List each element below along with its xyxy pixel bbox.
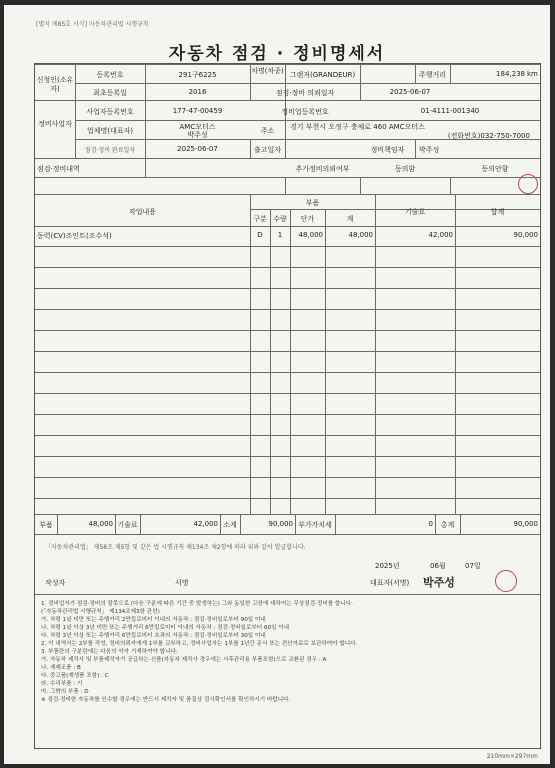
year-label: 최초등록일	[93, 89, 127, 97]
note-line: 다. 중고품(재생품 포함) : C	[41, 673, 109, 679]
shop-name-value: AMC모터스	[179, 123, 216, 131]
grand-total-label: 총계	[440, 521, 455, 529]
mileage-value: 184,238	[496, 70, 525, 78]
model-label: 차명(차종)	[251, 67, 284, 75]
col-labor-header: 기술료	[404, 208, 426, 216]
seal-stamp-upper	[518, 174, 538, 194]
row-labor: 42,000	[428, 231, 453, 239]
row-work: 동력(CV)조인트(조수석)	[37, 232, 112, 240]
issue-day: 07일	[465, 562, 481, 570]
consent-yes: 동의함	[394, 165, 416, 173]
note-line: 가. 차령 1년 미만 또는 주행거리 2만킬로미터 이내의 자동차 : 점검·정비일로부터 90일 이내	[41, 617, 266, 623]
row-qty: 1	[277, 231, 283, 239]
grand-total: 90,000	[513, 520, 538, 528]
mileage-label: 주행거리	[418, 71, 447, 79]
table-row-line	[35, 330, 540, 331]
subtotal-label: 소계	[223, 521, 237, 529]
issue-year: 2025년	[375, 562, 400, 570]
subtotal: 90,000	[268, 520, 293, 528]
table-row-line	[35, 309, 540, 310]
total-labor: 42,000	[193, 520, 218, 528]
form-id: [별지 제85호 서식] 자동차관리법 시행규칙	[36, 21, 149, 28]
note-line: 가. 자동차 제작사 및 부품제작자가 공급하는 신품(자동차 제작사 경우에는 사후관리용 부품포함)으로 교환된 경우 : A	[41, 657, 327, 663]
issue-statement: 「자동차관리법」 제58조 제5항 및 같은 법 시행규칙 제134조 제2항에 따라 위와 같이 발급합니다.	[45, 544, 306, 551]
shop-rep-value: 박주성	[187, 131, 208, 139]
request-date-label: 점검·정비 의뢰일자	[275, 89, 335, 97]
applicant-section-label: 신청인(소유자)	[36, 76, 74, 93]
seal-stamp	[495, 570, 517, 592]
sub-qty-header: 수량	[273, 215, 287, 223]
note-line: (「자동차관리법 시행규칙」 제134조제3항 관련)	[41, 609, 160, 615]
mileage-unit: km	[527, 70, 538, 78]
issuer-name: 박주성	[423, 576, 455, 589]
plate-label: 등록번호	[96, 71, 124, 79]
note-line: 2. 이 내역서는 2부를 작성, 정비의뢰자에게 1부를 교부하고, 정비사업자는 1부를 1년간 문서 또는 전산자료로 보관하여야 합니다.	[41, 641, 358, 647]
table-row-line	[35, 498, 540, 499]
sub-unit-header: 단가	[300, 215, 315, 223]
note-line: 다. 차령 3년 이상 또는 주행거리 6만킬로미터 초과의 자동차 : 점검·정비일로부터 30일 이내	[41, 633, 266, 639]
table-row-line	[35, 456, 540, 457]
consent-no: 동의안함	[481, 165, 509, 173]
row-type: D	[257, 231, 263, 239]
note-line: 마. 그밖의 부품 : D	[41, 689, 89, 695]
issuer-label: 대표자(서명)	[370, 579, 410, 587]
done-date-label: 점검·정비 완료일자	[84, 147, 136, 154]
addr-value: 경기 부천시 오정구 충체로 460 AMC모터스	[290, 123, 425, 131]
note-line: 나. 차령 1년 이상 3년 미만 또는 주행거리 6만킬로미터 이내의 자동차 : 점검·정비일로부터 60일 이내	[41, 625, 290, 631]
document-page	[4, 5, 550, 764]
table-row-line	[35, 477, 540, 478]
sub-type-header: 구분	[253, 215, 267, 223]
issue-month: 06월	[430, 562, 446, 570]
model-value: 그랜저(GRANDEUR)	[289, 71, 356, 79]
delivery-label: 출고일자	[253, 146, 282, 154]
col-work-header: 작업내용	[128, 208, 157, 216]
note-line: 나. 재제조품 : B	[41, 665, 81, 671]
sub-total-header: 계	[346, 215, 354, 223]
vat: 0	[428, 520, 433, 528]
col-parts-header: 부품	[305, 199, 320, 207]
table-row-line	[35, 414, 540, 415]
reg-no-label: 정비업등록번호	[281, 108, 329, 116]
year-value: 2016	[188, 88, 207, 96]
total-parts: 48,000	[88, 520, 113, 528]
work-details-label: 점검·정비내역	[37, 165, 80, 173]
writer-label: 작성자	[45, 579, 66, 587]
writer-sign: 서명	[175, 579, 189, 587]
notes-block	[41, 600, 536, 704]
row-unit: 48,000	[298, 231, 323, 239]
row-total: 48,000	[348, 231, 373, 239]
reg-no-value: 01-4111-001340	[420, 107, 480, 115]
manager-value: 박주성	[419, 146, 440, 154]
note-line: 3. 부품란의 구분란에는 다음의 약자 기재하여야 합니다.	[41, 649, 178, 655]
consent-label: 추가정비의뢰여부	[295, 165, 350, 173]
done-date-value: 2025-06-07	[177, 145, 218, 153]
page-size-footer: 210mm×297mm	[486, 753, 538, 760]
table-row-line	[35, 372, 540, 373]
document-title: 자동차 점검 · 정비명세서	[168, 44, 386, 64]
request-date-value: 2025-06-07	[389, 88, 431, 96]
biz-no-label: 사업자등록번호	[86, 108, 134, 116]
addr-label: 주소	[260, 127, 275, 135]
col-sum-header: 합계	[490, 208, 505, 216]
note-line: ※ 점검·정비한 자동차를 인수할 경우에는 반드시 제작자 및 품질상 검사확인서를 확인하시기 바랍니다.	[41, 697, 291, 703]
table-row-line	[35, 267, 540, 268]
table-row-line	[35, 393, 540, 394]
shop-tel: (전화번호)032-750-7000	[447, 132, 530, 140]
biz-no-value: 177-47-00459	[172, 107, 223, 115]
total-parts-label: 부품	[39, 521, 53, 529]
form-frame	[34, 63, 541, 749]
table-row-line	[35, 435, 540, 436]
note-line: 1. 정비업자가 점검·정비의 잘못으로 (다음 구분에 따른 기간 중 발생하는) 그와 동일한 고장에 대하여는 무상점검·정비를 합니다.	[41, 601, 353, 607]
note-line: 라. 수리부품 : 기	[41, 681, 83, 687]
shop-name-label: 업체명(대표자)	[86, 127, 134, 135]
shop-section-label: 정비사업자	[38, 120, 72, 128]
total-labor-label: 기술료	[117, 521, 138, 529]
table-row-line	[35, 351, 540, 352]
plate-value: 291구6225	[178, 71, 217, 79]
table-row-line	[35, 246, 540, 247]
manager-label: 정비책임자	[370, 146, 405, 154]
vat-label: 부가가치세	[298, 521, 332, 529]
row-sum: 90,000	[513, 231, 538, 239]
table-row-line	[35, 288, 540, 289]
